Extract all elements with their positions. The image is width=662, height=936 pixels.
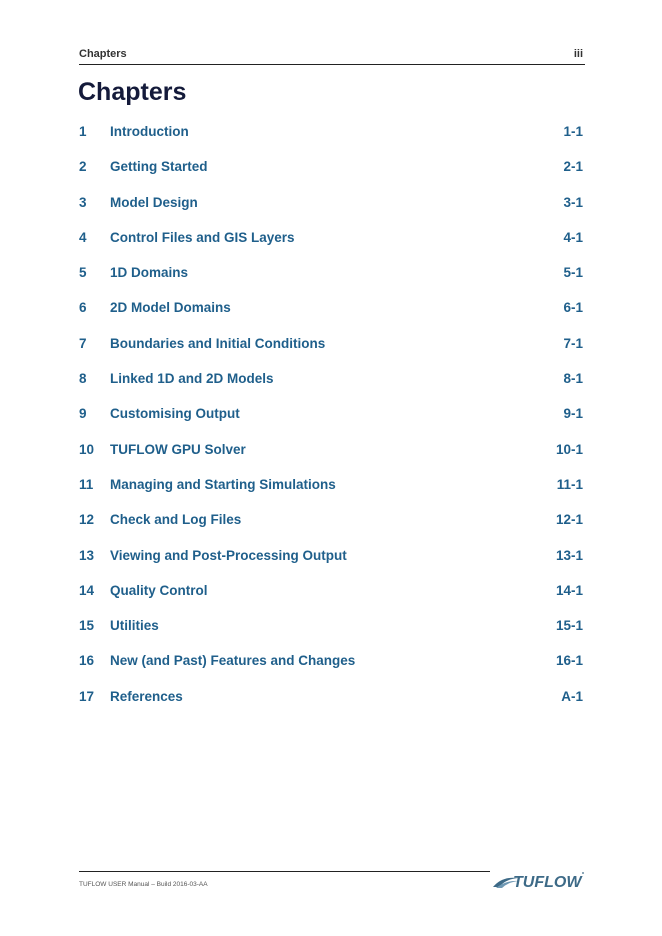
toc-chapter-number: 8: [79, 371, 87, 387]
toc-chapter-title: Managing and Starting Simulations: [110, 476, 336, 492]
toc-page-number: 16-1: [555, 653, 583, 669]
footer-text: TUFLOW USER Manual – Build 2016-03-AA: [79, 881, 208, 888]
toc-entry[interactable]: [79, 230, 583, 265]
toc-chapter-number: 5: [79, 265, 87, 281]
toc-chapter-title: Utilities: [110, 618, 159, 634]
header-page-number: iii: [573, 48, 583, 60]
toc-page-number: 1-1: [563, 124, 583, 139]
toc-chapter-title: Introduction: [110, 124, 189, 139]
logo-wordmark: TUFLOW: [513, 874, 582, 891]
toc-chapter-title: 1D Domains: [110, 265, 189, 281]
toc-chapter-number: 6: [79, 300, 87, 316]
toc-chapter-number: 16: [79, 653, 95, 669]
toc-page-number: 8-1: [563, 371, 583, 387]
toc-chapter-number: 11: [79, 476, 94, 492]
toc-page-number: 3-1: [563, 194, 583, 210]
toc-entry[interactable]: [79, 371, 583, 406]
toc-chapter-title: Boundaries and Initial Conditions: [110, 335, 326, 351]
toc-entry[interactable]: [79, 689, 583, 724]
toc-chapter-title: Customising Output: [110, 406, 240, 422]
toc-chapter-title: Viewing and Post-Processing Output: [110, 547, 347, 563]
toc-entry[interactable]: [79, 336, 583, 371]
toc-entry[interactable]: [79, 477, 583, 512]
toc-chapter-title: Model Design: [110, 194, 198, 210]
toc-chapter-title: New (and Past) Features and Changes: [110, 653, 356, 669]
toc-entry[interactable]: [79, 583, 583, 618]
toc-entry[interactable]: [79, 300, 583, 335]
toc-page-number: 12-1: [555, 512, 583, 528]
toc-chapter-number: 7: [79, 335, 87, 351]
footer-rule: [79, 871, 490, 872]
toc-page-number: 13-1: [555, 547, 583, 563]
toc-chapter-number: 3: [79, 194, 87, 210]
toc-chapter-number: 14: [79, 582, 95, 598]
toc-page-number: 4-1: [563, 229, 583, 245]
toc-chapter-title: Getting Started: [110, 159, 208, 175]
toc-chapter-title: Control Files and GIS Layers: [110, 229, 295, 245]
toc-entry[interactable]: [79, 159, 583, 194]
toc-chapter-number: 15: [79, 618, 95, 634]
toc-chapter-number: 1: [79, 124, 87, 139]
toc-chapter-title: References: [110, 688, 183, 704]
toc-chapter-number: 10: [79, 441, 95, 457]
toc-entry[interactable]: [79, 653, 583, 688]
toc-page-number: 10-1: [555, 441, 583, 457]
toc-page-number: 6-1: [563, 300, 583, 316]
toc-entry[interactable]: [79, 512, 583, 547]
running-header: [79, 47, 585, 65]
toc-chapter-number: 4: [79, 229, 87, 245]
toc-page-number: 2-1: [563, 159, 583, 175]
toc-page-number: 7-1: [563, 335, 583, 351]
toc-page-number: 9-1: [563, 406, 583, 422]
toc-chapter-number: 12: [79, 512, 95, 528]
toc-chapter-title: 2D Model Domains: [110, 300, 231, 316]
toc-page-number: 14-1: [555, 582, 583, 598]
tuflow-logo: [492, 868, 586, 892]
toc-chapter-title: Check and Log Files: [110, 512, 242, 528]
toc-entry[interactable]: [79, 265, 583, 300]
toc-page-number: A-1: [561, 688, 583, 704]
toc-chapter-number: 9: [79, 406, 87, 422]
table-of-contents: [79, 124, 583, 724]
toc-entry[interactable]: [79, 406, 583, 441]
toc-entry[interactable]: [79, 124, 583, 159]
toc-chapter-number: 2: [79, 159, 87, 175]
toc-entry[interactable]: [79, 618, 583, 653]
header-section-title: Chapters: [79, 48, 127, 60]
toc-chapter-title: Quality Control: [110, 582, 208, 598]
toc-chapter-number: 17: [79, 688, 95, 704]
toc-chapter-title: TUFLOW GPU Solver: [110, 441, 246, 457]
toc-page-number: 15-1: [555, 618, 583, 634]
toc-entry[interactable]: [79, 195, 583, 230]
toc-entry[interactable]: [79, 548, 583, 583]
toc-page-number: 5-1: [563, 265, 583, 281]
toc-chapter-title: Linked 1D and 2D Models: [110, 371, 274, 387]
toc-page-number: 11-1: [556, 476, 583, 492]
toc-entry[interactable]: [79, 442, 583, 477]
page-title: Chapters: [78, 78, 187, 106]
toc-chapter-number: 13: [79, 547, 95, 563]
